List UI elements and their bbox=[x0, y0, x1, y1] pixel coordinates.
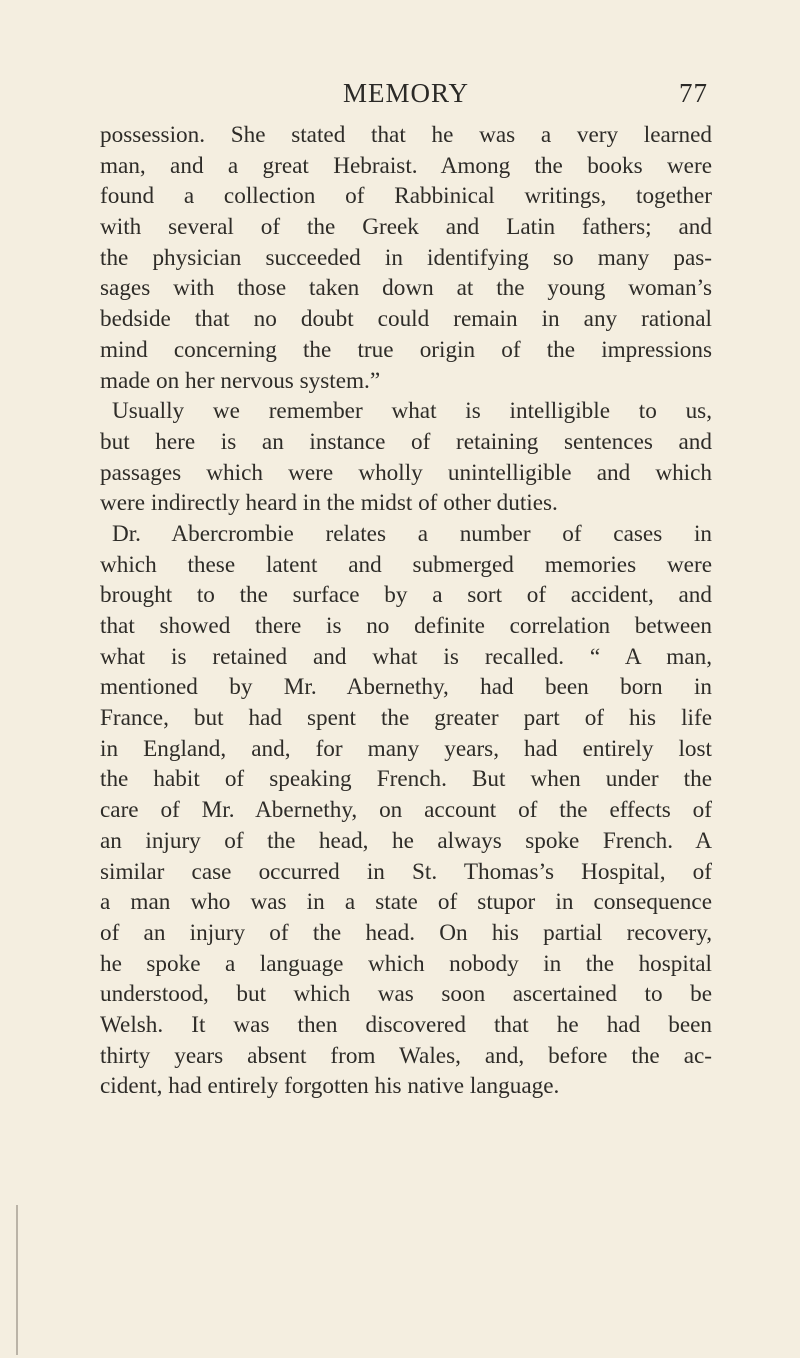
text-line: of an injury of the head. On his partial recovery, bbox=[100, 919, 712, 946]
text-line: the habit of speaking French. But when under the bbox=[100, 766, 712, 793]
text-line: Usually we remember what is intelligible to us, bbox=[112, 398, 712, 425]
text-line: man, and a great Hebraist. Among the books were bbox=[100, 152, 712, 179]
text-line: were indirectly heard in the midst of other duties. bbox=[100, 490, 558, 517]
text-line: that showed there is no definite correlation between bbox=[100, 613, 712, 639]
text-line: what is retained and what is recalled. “ A man, bbox=[100, 643, 712, 670]
text-line: a man who was in a state of stupor in consequence bbox=[100, 889, 712, 916]
text-line: understood, but which was soon ascertained to be bbox=[100, 981, 712, 1008]
text-line: bedside that no doubt could remain in any rational bbox=[100, 306, 712, 333]
body-text bbox=[100, 120, 712, 1102]
page-number: 77 bbox=[679, 78, 708, 108]
text-line: cident, had entirely forgotten his native language. bbox=[100, 1073, 560, 1100]
text-line: made on her nervous system.” bbox=[100, 367, 381, 394]
text-line: he spoke a language which nobody in the hospital bbox=[100, 950, 712, 977]
text-line: in England, and, for many years, had entirely lost bbox=[100, 735, 712, 762]
text-line: Welsh. It was then discovered that he had been bbox=[100, 1011, 712, 1038]
text-line: which these latent and submerged memories were bbox=[100, 551, 712, 578]
margin-mark bbox=[16, 1205, 18, 1355]
text-line: mind concerning the true origin of the impressions bbox=[100, 336, 712, 363]
text-line: Dr. Abercrombie relates a number of cases in bbox=[112, 520, 712, 547]
text-line: possession. She stated that he was a very learned bbox=[100, 122, 712, 148]
text-line: an injury of the head, he always spoke French. A bbox=[100, 827, 712, 854]
text-line: sages with those taken down at the young woman’s bbox=[100, 275, 712, 302]
text-line: care of Mr. Abernethy, on account of the effects of bbox=[100, 797, 712, 824]
text-line: brought to the surface by a sort of accident, and bbox=[100, 582, 712, 609]
text-line: but here is an instance of retaining sentences and bbox=[100, 428, 712, 455]
text-line: with several of the Greek and Latin fathers; and bbox=[100, 214, 712, 241]
text-line: similar case occurred in St. Thomas’s Hospital, of bbox=[100, 858, 712, 885]
running-title: MEMORY bbox=[342, 78, 470, 108]
text-line: France, but had spent the greater part of his life bbox=[100, 705, 712, 732]
text-line: mentioned by Mr. Abernethy, had been born in bbox=[100, 674, 712, 701]
text-line: thirty years absent from Wales, and, before the ac- bbox=[100, 1042, 712, 1069]
text-line: passages which were wholly unintelligible and which bbox=[100, 459, 712, 486]
text-line: found a collection of Rabbinical writings, together bbox=[100, 183, 712, 210]
text-line: the physician succeeded in identifying so many pas- bbox=[100, 244, 712, 271]
running-head bbox=[104, 78, 708, 114]
